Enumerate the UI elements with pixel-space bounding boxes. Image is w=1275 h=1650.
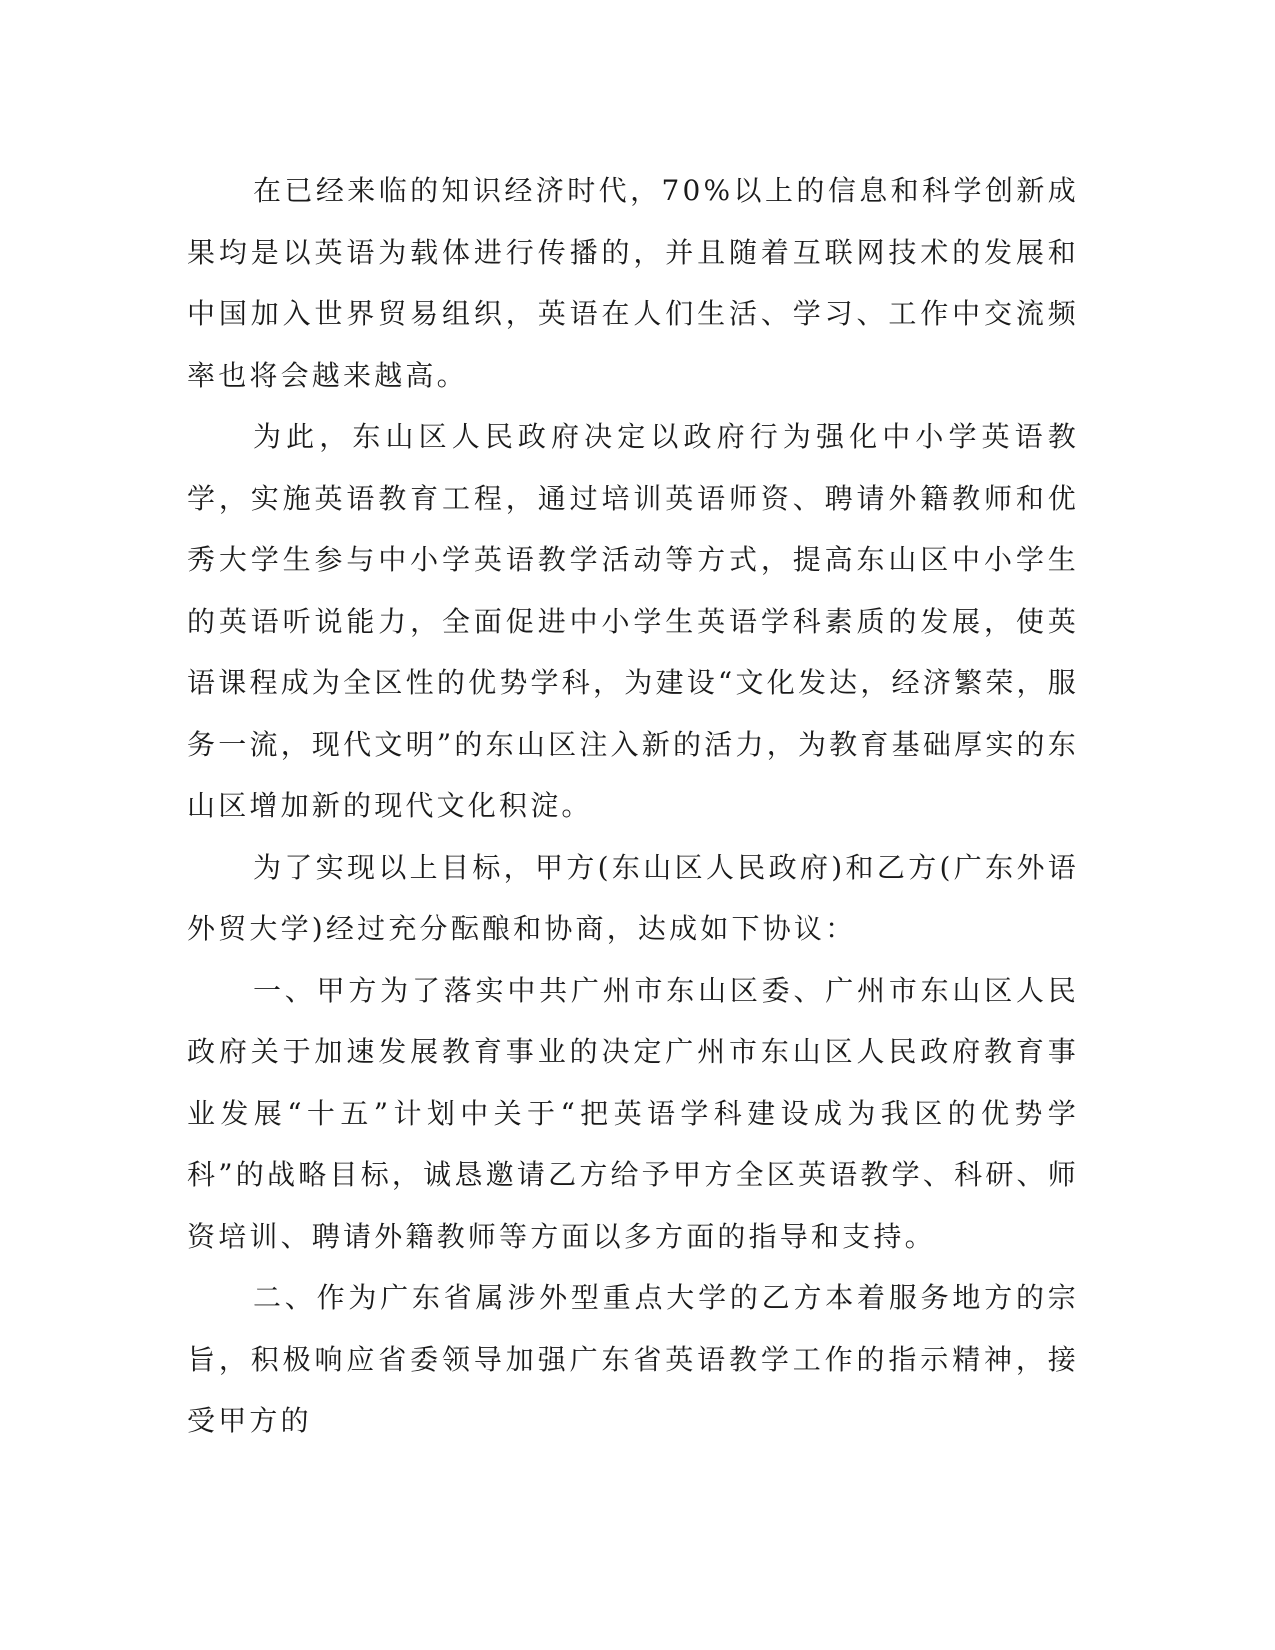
document-body [187,160,1079,1452]
paragraph-clause-one: 一、甲方为了落实中共广州市东山区委、广州市东山区人民政府关于加速发展教育事业的决定广州市东山区人民政府教育事业发展“十五”计划中关于“把英语学科建设成为我区的优势学科”的战略目标，诚恳邀请乙方给予甲方全区英语教学、科研、师资培训、聘请外籍教师等方面以多方面的指导和支持。 [187,973,1079,1253]
paragraph-purpose: 为此，东山区人民政府决定以政府行为强化中小学英语教学，实施英语教育工程，通过培训英语师资、聘请外籍教师和优秀大学生参与中小学英语教学活动等方式，提高东山区中小学生的英语听说能力，全面促进中小学生英语学科素质的发展，使英语课程成为全区性的优势学科，为建设“文化发达，经济繁荣，服务一流，现代文明”的东山区注入新的活力，为教育基础厚实的东山区增加新的现代文化积淀。 [187,420,1079,822]
paragraph-intro: 在已经来临的知识经济时代，70%以上的信息和科学创新成果均是以英语为载体进行传播的，并且随着互联网技术的发展和中国加入世界贸易组织，英语在人们生活、学习、工作中交流频率也将会越来越高。 [187,174,1079,392]
paragraph-clause-two: 二、作为广东省属涉外型重点大学的乙方本着服务地方的宗旨，积极响应省委领导加强广东省英语教学工作的指示精神，接受甲方的 [187,1281,1079,1437]
paragraph-agreement: 为了实现以上目标，甲方(东山区人民政府)和乙方(广东外语外贸大学)经过充分酝酿和协商，达成如下协议： [187,850,1079,945]
